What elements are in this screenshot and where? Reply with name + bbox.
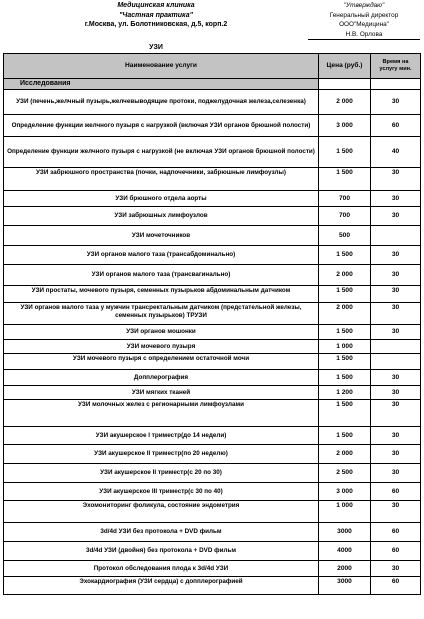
approval-company: ООО"Медицина" (339, 21, 389, 28)
service-name: УЗИ (печень,желчный пузырь,желчевыводящие протоки, поджелудочная железа,селезенка) (4, 90, 319, 115)
clinic-name: "Частная практика" (119, 11, 193, 19)
service-price: 1 500 (319, 246, 371, 265)
table-row (4, 340, 421, 354)
table-row (4, 523, 421, 542)
service-price: 3000 (319, 577, 371, 595)
service-name: УЗИ забрюшных лимфоузлов (4, 207, 319, 226)
service-name: УЗИ акушерское III триместр(с 30 по 40) (4, 483, 319, 501)
table-row (4, 577, 421, 595)
service-name: Эхокардиография (УЗИ сердца) с допплерографией (4, 577, 319, 595)
table-row (4, 90, 421, 115)
table-row (4, 542, 421, 561)
table-row (4, 246, 421, 265)
service-price: 1 500 (319, 354, 371, 370)
table-row (4, 303, 421, 325)
service-time: 30 (371, 265, 421, 286)
service-name: УЗИ брюшного отдела аорты (4, 191, 319, 207)
service-name: УЗИ органов малого таза (трансабдоминально) (4, 246, 319, 265)
table-row (4, 483, 421, 501)
service-time: 30 (371, 207, 421, 226)
table-row (4, 226, 421, 246)
service-price: 1 500 (319, 286, 371, 303)
service-name: Эхомониторинг фоликула, состояние эндометрия (4, 501, 319, 523)
service-name: УЗИ органов малого таза (трансвагинально) (4, 265, 319, 286)
section-title: УЗИ (149, 44, 163, 51)
service-time: 60 (371, 542, 421, 561)
table-row (4, 115, 421, 137)
service-name: 3d/4d УЗИ (двойня) без протокола + DVD фильм (4, 542, 319, 561)
table-row (4, 386, 421, 400)
column-header-name: Наименование услуги (4, 54, 319, 79)
service-price: 1 500 (319, 370, 371, 386)
service-price: 3 000 (319, 115, 371, 137)
approval-position: Генеральный директор (329, 11, 399, 19)
service-time: 30 (371, 445, 421, 464)
service-name: УЗИ органов малого таза у мужчин трансректальным датчиком (предстательной железы, семенных пузырьков) ТРУЗИ (4, 303, 319, 325)
service-time: 30 (371, 303, 421, 325)
service-price: 700 (319, 207, 371, 226)
price-table (3, 53, 421, 595)
service-time: 30 (371, 501, 421, 523)
service-price: 1 500 (319, 168, 371, 191)
service-name: УЗИ молочных желез с регионарными лимфоузлами (4, 400, 319, 427)
service-price: 2 000 (319, 265, 371, 286)
service-time: 60 (371, 577, 421, 595)
column-header-time: Время на услугу мин. (371, 54, 421, 79)
approval-block (308, 1, 420, 40)
service-name: УЗИ мочеточников (4, 226, 319, 246)
service-name: УЗИ мочевого пузыря с определением остаточной мочи (4, 354, 319, 370)
category-label: Исследования (4, 79, 319, 90)
service-price: 500 (319, 226, 371, 246)
service-name: УЗИ мягких тканей (4, 386, 319, 400)
table-row (4, 168, 421, 191)
table-row (4, 400, 421, 427)
service-price: 2 000 (319, 90, 371, 115)
table-row (4, 370, 421, 386)
service-time (371, 354, 421, 370)
service-time: 40 (371, 137, 421, 168)
clinic-address: г.Москва, ул. Болотниковская, д.5, корп.2 (84, 21, 228, 28)
column-header-price: Цена (руб.) (319, 54, 371, 79)
service-price: 1 200 (319, 386, 371, 400)
service-name: УЗИ простаты, мочевого пузыря, семенных пузырьков абдоминальным датчиком (4, 286, 319, 303)
service-time (371, 226, 421, 246)
table-row (4, 354, 421, 370)
service-time: 30 (371, 90, 421, 115)
table-row (4, 286, 421, 303)
service-price: 1 500 (319, 427, 371, 445)
service-time: 30 (371, 464, 421, 483)
service-price: 700 (319, 191, 371, 207)
category-row (4, 79, 421, 90)
table-row (4, 265, 421, 286)
service-price: 2 500 (319, 464, 371, 483)
clinic-info (4, 1, 308, 30)
service-price: 2 000 (319, 445, 371, 464)
service-time: 30 (371, 370, 421, 386)
service-time (371, 340, 421, 354)
table-row (4, 561, 421, 577)
service-price: 2 000 (319, 303, 371, 325)
service-price: 1 500 (319, 325, 371, 340)
service-name: Допплерография (4, 370, 319, 386)
table-row (4, 501, 421, 523)
category-price-cell (319, 79, 371, 90)
table-row (4, 427, 421, 445)
service-time: 30 (371, 561, 421, 577)
table-row (4, 445, 421, 464)
service-time: 30 (371, 427, 421, 445)
service-time: 30 (371, 325, 421, 340)
service-price: 1 500 (319, 137, 371, 168)
table-header-row (4, 54, 421, 79)
service-name: УЗИ акушерское I триместр(до 14 недели) (4, 427, 319, 445)
service-time: 30 (371, 286, 421, 303)
service-name: УЗИ мочевого пузыря (4, 340, 319, 354)
service-time: 60 (371, 483, 421, 501)
service-name: УЗИ забрюшного пространства (почки, надпочечники, забрюшные лимфоузлы) (4, 168, 319, 191)
service-price: 1 000 (319, 340, 371, 354)
service-time: 30 (371, 168, 421, 191)
service-price: 4000 (319, 542, 371, 561)
approval-title: "Утверждаю" (343, 2, 385, 9)
service-name: УЗИ акушерское II триместр(по 20 неделю) (4, 445, 319, 464)
service-time: 60 (371, 523, 421, 542)
service-time: 30 (371, 386, 421, 400)
service-price: 1 500 (319, 400, 371, 427)
service-price: 3000 (319, 523, 371, 542)
service-price: 2000 (319, 561, 371, 577)
table-row (4, 207, 421, 226)
service-price: 1 000 (319, 501, 371, 523)
service-name: Определение функции желчного пузыря с нагрузкой (не включая УЗИ органов брюшной полости) (4, 137, 319, 168)
service-name: УЗИ акушерское II триместр(с 20 по 30) (4, 464, 319, 483)
service-name: УЗИ органов мошонки (4, 325, 319, 340)
clinic-type: Медицинская клиника (117, 2, 195, 9)
document-header (0, 0, 424, 44)
service-price: 3 000 (319, 483, 371, 501)
service-name: Протокол обследования плода к 3d/4d УЗИ (4, 561, 319, 577)
table-row (4, 137, 421, 168)
service-time: 30 (371, 400, 421, 427)
category-time-cell (371, 79, 421, 90)
approval-person: Н.В. Орлова (345, 30, 383, 38)
table-row (4, 325, 421, 340)
service-time: 30 (371, 246, 421, 265)
table-row (4, 191, 421, 207)
service-time: 60 (371, 115, 421, 137)
service-time: 30 (371, 191, 421, 207)
service-name: 3d/4d УЗИ без протокола + DVD фильм (4, 523, 319, 542)
table-row (4, 464, 421, 483)
service-name: Определение функции желчного пузыря с нагрузкой (включая УЗИ органов брюшной полости) (4, 115, 319, 137)
